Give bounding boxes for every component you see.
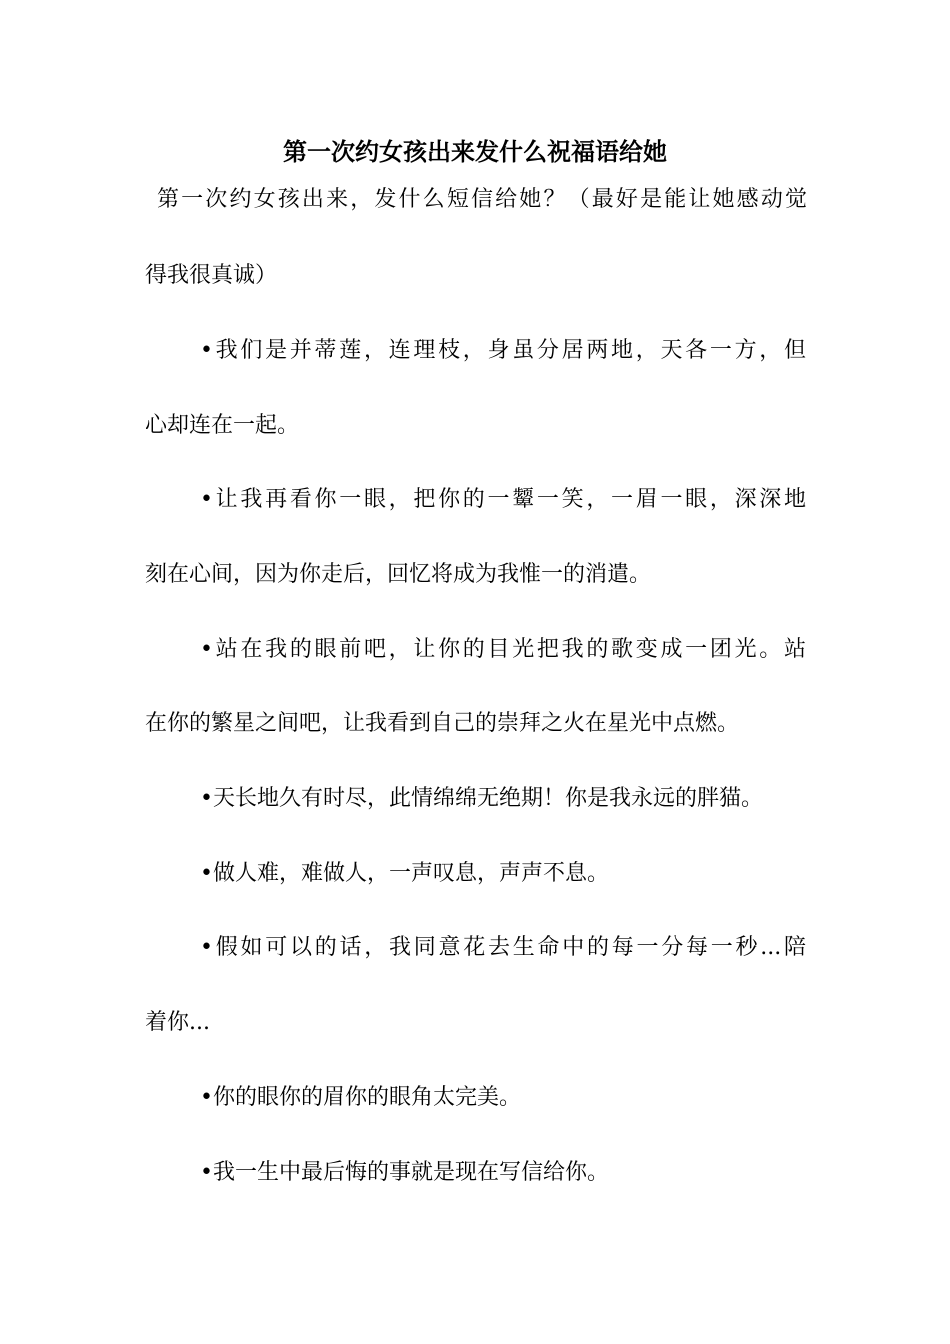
list-item-8-line-1: •我一生中最后悔的事就是现在写信给你。 — [200, 1160, 609, 1185]
list-item-3-line-2: 在你的繁星之间吧，让我看到自己的崇拜之火在星光中点燃。 — [145, 711, 740, 736]
document-title: 第一次约女孩出来发什么祝福语给她 — [283, 137, 667, 166]
list-item-1-line-2: 心却连在一起。 — [145, 413, 300, 438]
list-item-2-line-2: 刻在心间，因为你走后，回忆将成为我惟一的消遣。 — [145, 562, 652, 587]
list-item-1-line-1: •我们是并蒂莲，连理枝，身虽分居两地，天各一方，但 — [200, 338, 806, 363]
list-item-3-line-1: •站在我的眼前吧，让你的目光把我的歌变成一团光。站 — [200, 637, 806, 662]
intro-line-1: 第一次约女孩出来，发什么短信给她？（最好是能让她感动觉 — [157, 187, 807, 212]
intro-line-2: 得我很真诚） — [145, 263, 278, 288]
list-item-6-line-1: •假如可以的话，我同意花去生命中的每一分每一秒...陪 — [200, 935, 806, 960]
list-item-5-line-1: •做人难，难做人，一声叹息，声声不息。 — [200, 861, 609, 886]
list-item-4-line-1: •天长地久有时尽，此情绵绵无绝期！你是我永远的胖猫。 — [200, 786, 763, 811]
list-item-6-line-2: 着你... — [145, 1010, 210, 1035]
list-item-2-line-1: •让我再看你一眼，把你的一颦一笑，一眉一眼，深深地 — [200, 487, 806, 512]
list-item-7-line-1: •你的眼你的眉你的眼角太完美。 — [200, 1085, 521, 1110]
